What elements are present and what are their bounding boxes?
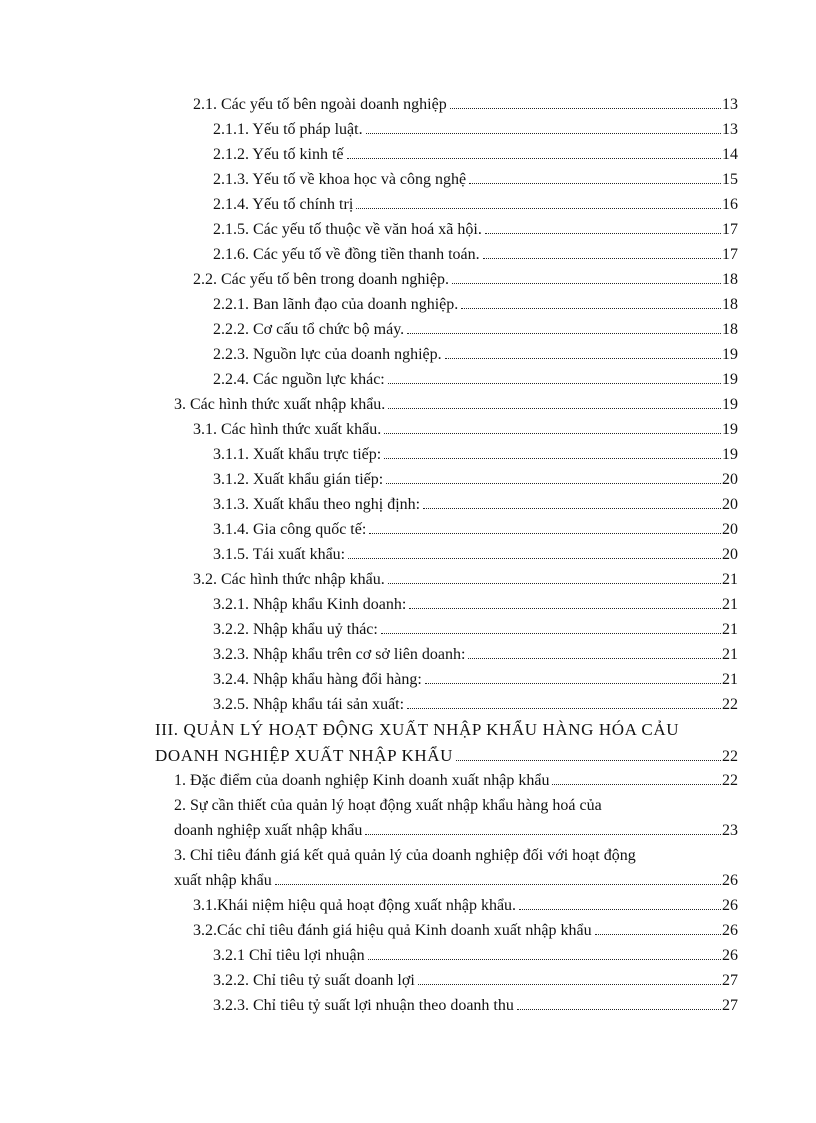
toc-entry-3[interactable] [174, 394, 738, 416]
toc-entry-III-3-2[interactable] [193, 920, 738, 942]
toc-entry-2-2-2[interactable] [213, 319, 738, 341]
toc-leader-dots [469, 183, 721, 184]
toc-entry-text: xuất nhập khẩu [174, 872, 272, 889]
toc-entry-text: 2.1.1. Yếu tố pháp luật. [213, 121, 363, 138]
toc-page-number: 20 [722, 471, 738, 488]
toc-entry-3-2-5[interactable] [213, 694, 738, 716]
toc-page-number: 17 [722, 246, 738, 263]
toc-leader-dots [483, 258, 721, 259]
toc-leader-dots [365, 834, 721, 835]
toc-entry-text: 3.1.Khái niệm hiệu quả hoạt động xuất nhập khẩu. [193, 897, 517, 914]
toc-entry-text: 3.2.4. Nhập khẩu hàng đổi hàng: [213, 671, 422, 688]
toc-entry-3-2-1[interactable] [213, 594, 738, 616]
toc-entry-text: 1. Đặc điểm của doanh nghiệp Kinh doanh xuất nhập khẩu [174, 772, 550, 789]
toc-entry-text: 3.2.5. Nhập khẩu tái sản xuất: [213, 696, 405, 713]
toc-leader-dots [456, 760, 721, 761]
toc-leader-dots [452, 283, 721, 284]
toc-entry-text: 3.2.3. Nhập khẩu trên cơ sở liên doanh: [213, 646, 466, 663]
toc-entry-text: 3.2.Các chỉ tiêu đánh giá hiệu quả Kinh doanh xuất nhập khẩu [193, 922, 592, 939]
toc-entry-text: 2.2.3. Nguồn lực của doanh nghiệp. [213, 346, 442, 363]
toc-page-number: 20 [722, 496, 738, 513]
toc-page-number: 22 [722, 696, 738, 713]
toc-leader-dots [423, 508, 721, 509]
toc-page-number: 21 [722, 671, 738, 688]
toc-page-number: 18 [722, 271, 738, 288]
toc-page-number: 15 [722, 171, 738, 188]
toc-page-number: 22 [722, 748, 738, 765]
toc-page-number: 26 [722, 947, 738, 964]
toc-page-number: 13 [722, 96, 738, 113]
toc-entry-III-1[interactable] [174, 770, 738, 792]
toc-entry-III-2-first-line[interactable]: 2. Sự cần thiết của quản lý hoạt động xuất nhập khẩu hàng hoá của [174, 797, 602, 814]
toc-entry-text: 3.2.2. Chỉ tiêu tỷ suất doanh lợi [213, 972, 415, 989]
toc-entry-3-2[interactable] [193, 569, 738, 591]
toc-leader-dots [445, 358, 721, 359]
toc-entry-2-1-2[interactable] [213, 144, 738, 166]
toc-leader-dots [275, 884, 721, 885]
toc-entry-text: 2.1.5. Các yếu tố thuộc về văn hoá xã hội. [213, 221, 482, 238]
toc-entry-text: 2.1. Các yếu tố bên ngoài doanh nghiệp [193, 96, 447, 113]
toc-leader-dots [347, 158, 722, 159]
toc-entry-2-2[interactable] [193, 269, 738, 291]
toc-leader-dots [366, 133, 721, 134]
toc-entry-2-2-4[interactable] [213, 369, 738, 391]
toc-entry-text: 3.1.3. Xuất khẩu theo nghị định: [213, 496, 421, 513]
toc-page-number: 23 [722, 822, 738, 839]
toc-page-number: 21 [722, 571, 738, 588]
toc-entry-3-2-3[interactable] [213, 644, 738, 666]
toc-entry-2-1[interactable] [193, 94, 738, 116]
toc-page-number: 19 [722, 421, 738, 438]
toc-entry-III[interactable] [155, 745, 738, 767]
toc-leader-dots [348, 558, 721, 559]
toc-entry-III-3-1[interactable] [193, 895, 738, 917]
toc-entry-text: 3.1. Các hình thức xuất khẩu. [193, 421, 382, 438]
toc-leader-dots [356, 208, 721, 209]
toc-entry-text: 2.2. Các yếu tố bên trong doanh nghiệp. [193, 271, 449, 288]
toc-page-number: 19 [722, 371, 738, 388]
toc-leader-dots [369, 533, 721, 534]
toc-entry-III-2[interactable] [174, 820, 738, 842]
toc-entry-text: DOANH NGHIỆP XUẤT NHẬP KHẨU [155, 746, 453, 765]
toc-entry-3-1-4[interactable] [213, 519, 738, 541]
toc-page-number: 26 [722, 922, 738, 939]
toc-entry-3-1-3[interactable] [213, 494, 738, 516]
toc-entry-text: 2.2.1. Ban lãnh đạo của doanh nghiệp. [213, 296, 459, 313]
toc-leader-dots [388, 383, 721, 384]
toc-leader-dots [595, 934, 721, 935]
toc-leader-dots [368, 959, 721, 960]
toc-entry-3-1-2[interactable] [213, 469, 738, 491]
toc-entry-III-3-first-line[interactable]: 3. Chỉ tiêu đánh giá kết quả quản lý của doanh nghiệp đối với hoạt động [174, 847, 636, 864]
toc-page-number: 19 [722, 396, 738, 413]
toc-leader-dots [517, 1009, 721, 1010]
toc-page-number: 21 [722, 621, 738, 638]
toc-page-number: 27 [722, 997, 738, 1014]
toc-leader-dots [381, 633, 721, 634]
toc-entry-text: 3.2.1 Chỉ tiêu lợi nhuận [213, 947, 365, 964]
toc-entry-3-1[interactable] [193, 419, 738, 441]
toc-leader-dots [519, 909, 721, 910]
toc-entry-text: 3.1.4. Gia công quốc tế: [213, 521, 367, 538]
toc-entry-3-1-1[interactable] [213, 444, 738, 466]
toc-page-number: 21 [722, 596, 738, 613]
toc-entry-text: 3.1.1. Xuất khẩu trực tiếp: [213, 446, 382, 463]
toc-entry-III-3-2-3[interactable] [213, 995, 738, 1017]
toc-entry-text: 3.2.1. Nhập khẩu Kinh doanh: [213, 596, 407, 613]
toc-entry-text: 2.2.2. Cơ cấu tổ chức bộ máy. [213, 321, 405, 338]
toc-page-number: 20 [722, 546, 738, 563]
toc-page-number: 21 [722, 646, 738, 663]
toc-leader-dots [407, 708, 721, 709]
toc-entry-text: 2.2.4. Các nguồn lực khác: [213, 371, 385, 388]
toc-page-number: 14 [722, 146, 738, 163]
toc-entry-2-2-1[interactable] [213, 294, 738, 316]
toc-entry-2-1-5[interactable] [213, 219, 738, 241]
toc-entry-III-3-2-1[interactable] [213, 945, 738, 967]
toc-page-number: 18 [722, 296, 738, 313]
toc-entry-text: 2.1.6. Các yếu tố về đồng tiền thanh toán. [213, 246, 480, 263]
toc-page-number: 22 [722, 772, 738, 789]
toc-leader-dots [386, 483, 721, 484]
toc-leader-dots [409, 608, 721, 609]
toc-page-number: 20 [722, 521, 738, 538]
toc-page-number: 13 [722, 121, 738, 138]
toc-page-number: 27 [722, 972, 738, 989]
toc-entry-2-2-3[interactable] [213, 344, 738, 366]
toc-entry-text: 3. Các hình thức xuất nhập khẩu. [174, 396, 386, 413]
toc-page-number: 26 [722, 872, 738, 889]
toc-entry-3-2-2[interactable] [213, 619, 738, 641]
toc-page-number: 19 [722, 446, 738, 463]
toc-page-number: 26 [722, 897, 738, 914]
toc-entry-text: 2.1.4. Yếu tố chính trị [213, 196, 354, 213]
toc-entry-text: 3.2. Các hình thức nhập khẩu. [193, 571, 385, 588]
toc-page-number: 19 [722, 346, 738, 363]
toc-entry-III-3-2-2[interactable] [213, 970, 738, 992]
toc-leader-dots [425, 683, 721, 684]
toc-leader-dots [384, 433, 721, 434]
toc-entry-text: doanh nghiệp xuất nhập khẩu [174, 822, 363, 839]
toc-leader-dots [468, 658, 721, 659]
toc-leader-dots [418, 984, 721, 985]
toc-page-number: 16 [722, 196, 738, 213]
toc-entry-2-1-1[interactable] [213, 119, 738, 141]
toc-leader-dots [388, 408, 721, 409]
toc-leader-dots [407, 333, 721, 334]
toc-entry-III-3[interactable] [174, 870, 738, 892]
toc-entry-text: 3.2.3. Chỉ tiêu tỷ suất lợi nhuận theo doanh thu [213, 997, 514, 1014]
toc-leader-dots [450, 108, 721, 109]
toc-entry-3-2-4[interactable] [213, 669, 738, 691]
toc-entry-text: 2.1.2. Yếu tố kinh tế [213, 146, 344, 163]
toc-page-number: 18 [722, 321, 738, 338]
toc-entry-2-1-6[interactable] [213, 244, 738, 266]
toc-leader-dots [388, 583, 721, 584]
toc-page-number: 17 [722, 221, 738, 238]
toc-leader-dots [384, 458, 721, 459]
toc-entry-text: 2.1.3. Yếu tố về khoa học và công nghệ [213, 171, 467, 188]
toc-leader-dots [461, 308, 721, 309]
toc-leader-dots [485, 233, 721, 234]
toc-entry-text: 3.1.2. Xuất khẩu gián tiếp: [213, 471, 384, 488]
toc-entry-text: 3.1.5. Tái xuất khẩu: [213, 546, 346, 563]
toc-leader-dots [552, 784, 721, 785]
toc-entry-III-first-line[interactable]: III. QUẢN LÝ HOẠT ĐỘNG XUẤT NHẬP KHẨU HÀNG HÓA CẢU [155, 720, 680, 739]
toc-entry-3-1-5[interactable] [213, 544, 738, 566]
toc-entry-2-1-3[interactable] [213, 169, 738, 191]
toc-entry-2-1-4[interactable] [213, 194, 738, 216]
toc-entry-text: 3.2.2. Nhập khẩu uỷ thác: [213, 621, 378, 638]
